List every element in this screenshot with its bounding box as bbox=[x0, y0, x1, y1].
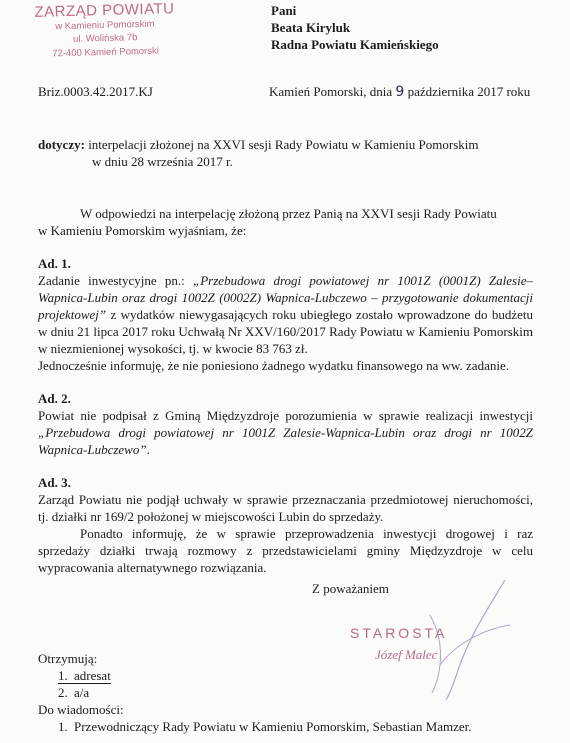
knowledge-item: 1. Przewodniczący Rady Powiatu w Kamieniu Pomorskim, Sebastian Mamzer. bbox=[58, 719, 472, 734]
receivers-label: Otrzymują: bbox=[38, 651, 98, 666]
intro-line-1: W odpowiedzi na interpelację złożoną przez Panią na XXVI sesji Rady Powiatu bbox=[80, 206, 497, 221]
place-date-before: Kamień Pomorski, dnia bbox=[269, 84, 393, 99]
ad1-paragraph bbox=[38, 272, 533, 357]
ad2-text-a: Powiat nie podpisał z Gminą Międzyzdroje porozumienia w sprawie realizacji inwestycji bbox=[38, 408, 533, 423]
closing: Z poważaniem bbox=[312, 581, 389, 596]
office-stamp bbox=[29, 0, 180, 61]
receiver-item: 2. a/a bbox=[58, 685, 90, 700]
place-date bbox=[269, 84, 530, 100]
stamp-line-1: ZARZĄD POWIATU bbox=[34, 0, 175, 21]
handwritten-day: 9 bbox=[395, 84, 405, 100]
reference-number: Briz.0003.42.2017.KJ bbox=[38, 84, 153, 99]
ad3-text-a: Zarząd Powiatu nie podjął uchwały w sprawie przeznaczania przedmiotowej nieruchomości, tj. działki nr 169/2 położonej w miejscowości Lubin do sprzedaży. bbox=[38, 492, 533, 524]
recipient-name: Beata Kiryluk bbox=[271, 20, 351, 35]
recipient-salutation: Pani bbox=[271, 3, 297, 18]
ad1-heading: Ad. 1. bbox=[38, 256, 71, 271]
stamp-line-3: ul. Wolińska 7b bbox=[72, 32, 138, 45]
ad3-text-b: Ponadto informuję, że w sprawie przeprowadzenia inwestycji drogowej i raz sprzedaży działki trwają rozmowy z przedstawicielami gminy Międzyzdroje w celu wypracowania alternatywnego rozwiązania. bbox=[38, 526, 533, 575]
stamp-line-4: 72-400 Kamień Pomorski bbox=[52, 45, 160, 60]
ad1-text-c: Jednocześnie informuję, że nie poniesiono żadnego wydatku finansowego na ww. zadanie. bbox=[38, 358, 509, 373]
recipient-block bbox=[271, 2, 439, 53]
ad2-paragraph bbox=[38, 407, 533, 458]
receiver-item bbox=[38, 667, 111, 684]
place-date-after: października 2017 roku bbox=[407, 84, 531, 99]
ad1-text-italic: „Przebudowa drogi powiatowej nr 1001Z (0001Z) Zalesie–Wapnica-Lubin oraz drogi 1002Z (0002Z) Wapnica-Lubczewo – przygotowanie dokumentacji projektowej” bbox=[38, 273, 533, 322]
starosta-stamp-title: STAROSTA bbox=[350, 625, 448, 641]
subject-line-2: w dniu 28 września 2017 r. bbox=[92, 154, 233, 169]
recipient-role: Radna Powiatu Kamieńskiego bbox=[271, 37, 439, 52]
ad1-text-b: z wydatków niewygasających roku ubiegłego zostało wprowadzone do budżetu w dniu 21 lipca 2017 roku Uchwałą Nr XXV/160/2017 Rady Powiatu w Kamieniu Pomorskim w niezmienionej wysokości, tj. w kwocie 83 763 zł. bbox=[38, 307, 533, 356]
ad1-text-a: Zadanie inwestycyjne pn.: bbox=[38, 273, 194, 288]
subject-block bbox=[38, 136, 538, 170]
receivers-block bbox=[38, 650, 111, 701]
stamp-line-2: w Kamieniu Pomorskim bbox=[55, 18, 155, 33]
receiver-item-underlined: 1. adresat bbox=[58, 668, 111, 683]
ad3-heading: Ad. 3. bbox=[38, 475, 71, 490]
intro-line-2: w Kamieniu Pomorskim wyjaśniam, że: bbox=[38, 223, 247, 238]
subject-label: dotyczy: bbox=[38, 137, 85, 152]
subject-line-1: interpelacji złożonej na XXVI sesji Rady Powiatu w Kamieniu Pomorskim bbox=[88, 137, 479, 152]
ad2-heading: Ad. 2. bbox=[38, 391, 71, 406]
letter-body bbox=[38, 205, 533, 576]
knowledge-label: Do wiadomości: bbox=[38, 702, 124, 717]
ad2-text-italic: „Przebudowa drogi powiatowej nr 1001Z Zalesie-Wapnica-Lubin oraz drogi nr 1002Z Wapnica-Lubczewo” bbox=[38, 425, 533, 457]
knowledge-block bbox=[38, 701, 472, 735]
starosta-stamp-name: Józef Malec bbox=[375, 647, 438, 662]
ad2-text-b: . bbox=[146, 442, 150, 457]
